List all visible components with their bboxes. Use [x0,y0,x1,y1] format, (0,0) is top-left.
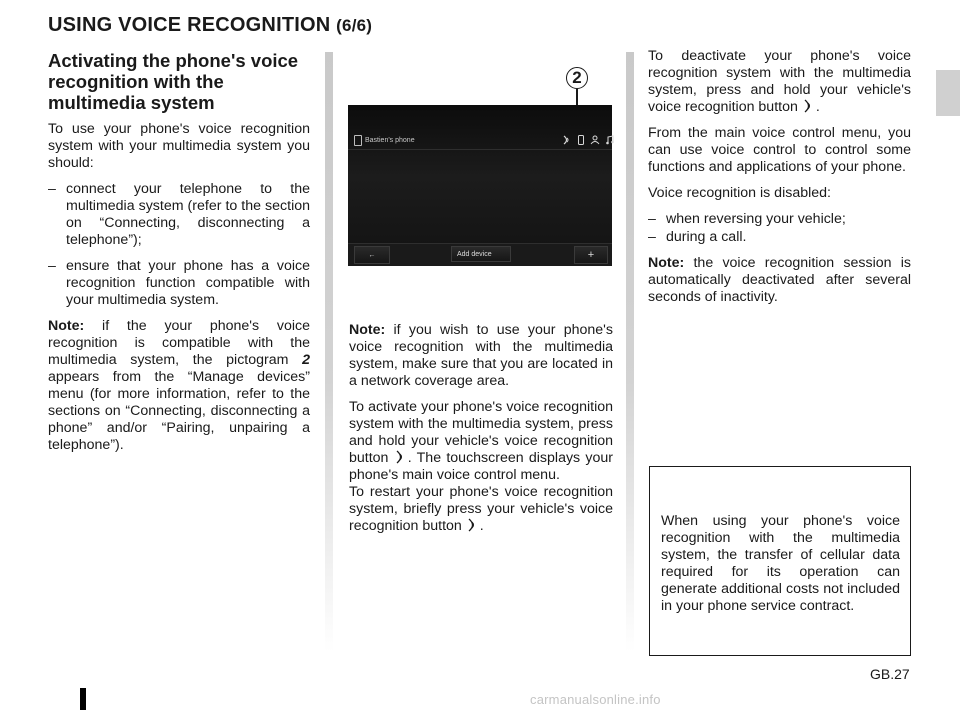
note-label: Note: [349,322,386,338]
note-label: Note: [648,255,685,271]
music-note-icon [605,135,615,145]
list-item [648,229,911,246]
back-arrow-icon: ← [368,251,376,259]
voice-button-icon [803,99,815,113]
corner-mark [80,688,86,710]
middle-column [349,322,613,544]
list-item-text: ensure that your phone has a voice recognition function compatible with your multimedia system. [66,258,310,308]
note-text: if the your phone's voice recognition is compatible with the multimedia system, the pictogram [48,318,310,368]
pictogram-ref: 2 [302,352,310,368]
phone-icon [354,135,362,146]
network-note [349,322,613,390]
restart-text: . [479,518,484,534]
section-heading: Activating the phone's voice recognition with the multimedia system [48,50,299,113]
plus-icon: + [587,249,595,261]
list-item [648,211,911,228]
voice-button-icon [467,518,479,532]
main-menu-paragraph: From the main voice control menu, you can use voice control to control some functions and applications of your phone. [648,125,911,175]
device-label: Bastien's phone [365,137,415,144]
activate-text: . The touchscreen displays your phone's main voice control menu. [349,450,613,483]
list-item [48,181,310,249]
deactivate-text: . [815,99,820,115]
column-divider-right [626,52,634,652]
plus-button[interactable] [574,246,608,264]
list-dash: – [48,258,56,274]
voice-button-icon [395,450,407,464]
intro-paragraph: To use your phone's voice recognition system with your multimedia system you should: [48,121,310,171]
list-dash: – [48,181,56,197]
restart-paragraph [349,484,613,535]
page-title-part: (6/6) [336,16,373,35]
column-divider-left [325,52,333,652]
right-column [648,48,911,315]
voice-recognition-icon [562,135,572,145]
list-item-text: connect your telephone to the multimedia system (refer to the section on “Connecting, disconnecting a telephone”); [66,181,310,248]
note-text: appears from the “Manage devices” menu (for more information, refer to the sections on “Connecting, disconnecting a phone” and/or “Pairing, unpairing a telephone”). [48,369,310,453]
contacts-icon [590,135,600,145]
device-status-icons [562,135,615,145]
list-item [48,258,310,309]
chapter-edge-tab [936,70,960,116]
left-column [48,50,310,463]
page-number: GB.27 [870,666,910,682]
note-text: if you wish to use your phone's voice recognition with the multimedia system, make sure that you are located in a network coverage area. [349,322,613,389]
data-cost-warning-box [649,466,911,656]
add-device-button[interactable] [451,246,511,262]
warning-text: When using your phone's voice recognition with the multimedia system, the transfer of cellular data required for its operation can generate additional costs not included in your phone service contract. [661,513,900,614]
back-button[interactable] [354,246,390,264]
restart-text: To restart your phone's voice recognition system, briefly press your vehicle's voice recognition button [349,484,613,534]
note-text: the voice recognition session is automatically deactivated after several seconds of inactivity. [648,255,911,305]
page-title [48,14,372,37]
note-label: Note: [48,318,85,334]
deactivate-paragraph [648,48,911,116]
watermark: carmanualsonline.info [530,692,661,707]
disabled-intro: Voice recognition is disabled: [648,185,831,201]
device-row [354,135,415,146]
list-item-text: during a call. [666,229,747,245]
activate-text: To activate your phone's voice recognition system with the multimedia system, press and hold your vehicle's voice recognition button [349,399,613,466]
page-title-main: USING VOICE RECOGNITION [48,14,331,36]
activate-paragraph [349,399,613,484]
callout-2: 2 [566,67,588,89]
list-dash: – [648,211,656,227]
deactivate-text: To deactivate your phone's voice recognition system with the multimedia system, press and hold your vehicle's voice recognition button [648,48,911,115]
list-dash: – [648,229,656,245]
screen-divider [348,149,612,150]
add-device-label: Add device [457,250,492,258]
note-paragraph [48,318,310,454]
session-note [648,255,911,306]
manage-devices-screen [348,105,612,265]
phone-icon [577,135,585,145]
list-item-text: when reversing your vehicle; [666,211,846,227]
